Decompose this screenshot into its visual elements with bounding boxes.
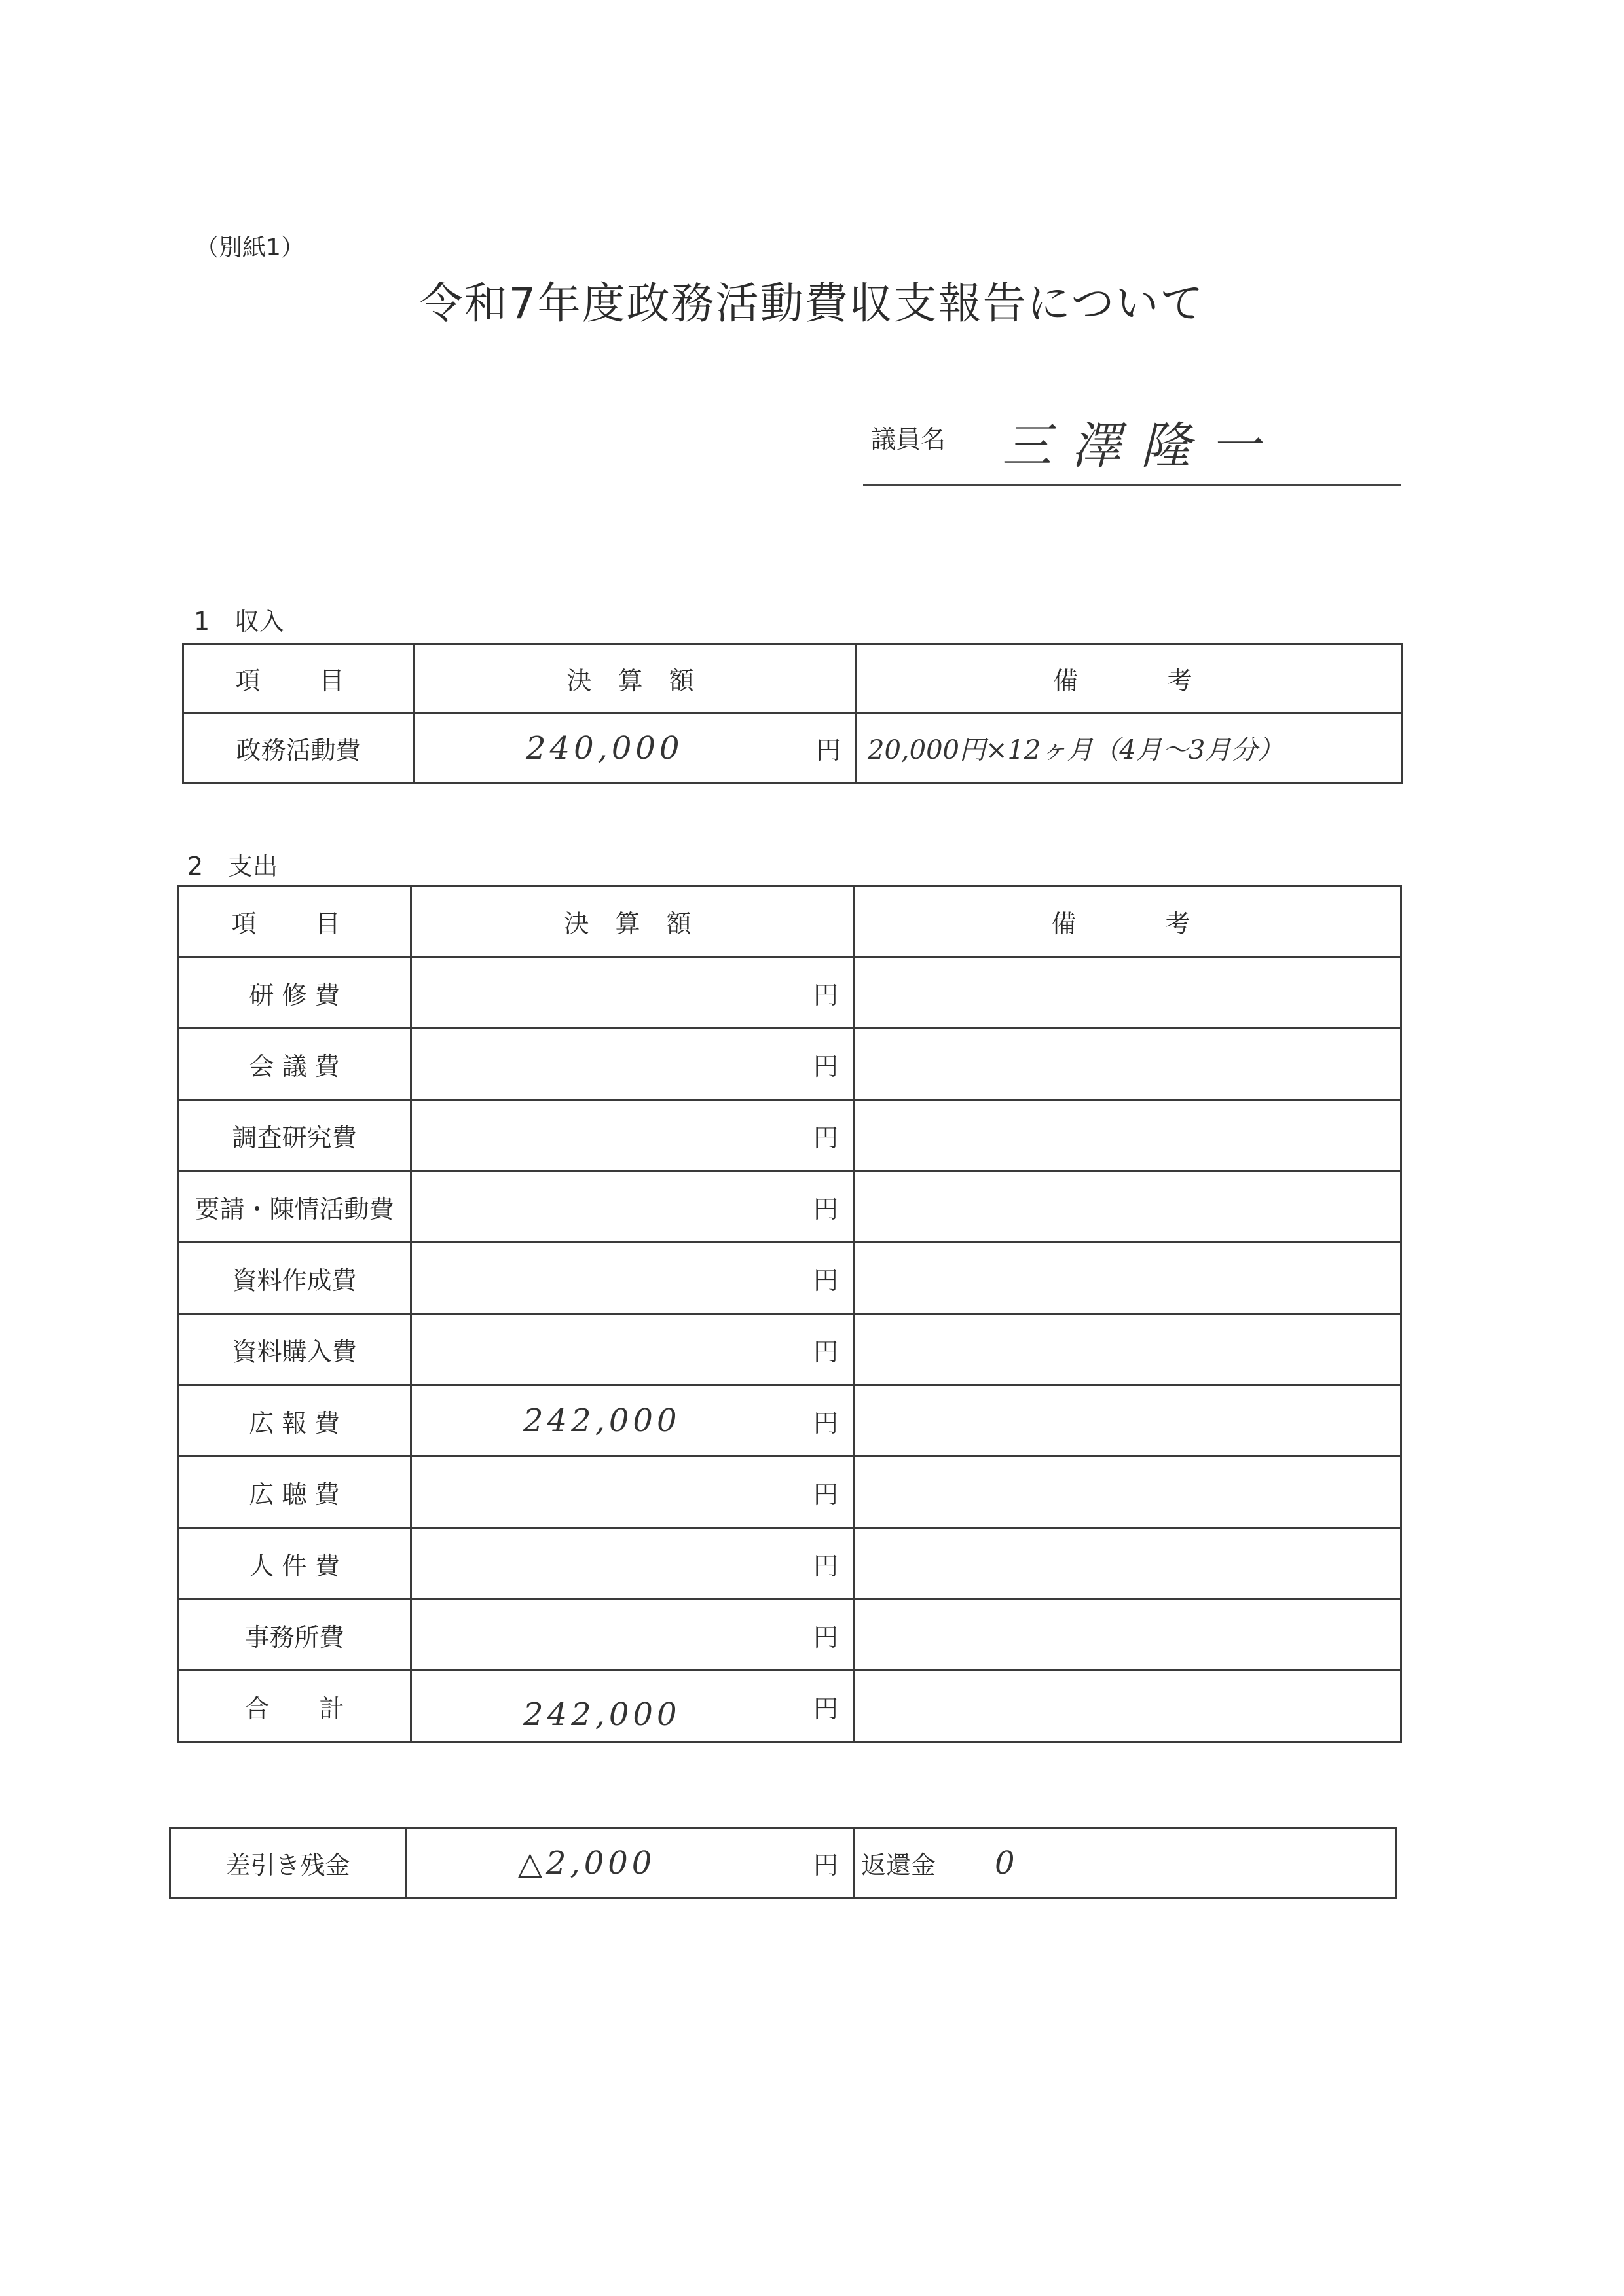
balance-label: 差引き残金 bbox=[170, 1828, 406, 1899]
expenditure-amount-cell bbox=[411, 1243, 854, 1314]
return-label: 返還金 bbox=[861, 1850, 936, 1880]
expenditure-col-note: 備 考 bbox=[854, 886, 1401, 957]
expenditure-amount-unit: 円 bbox=[813, 1337, 838, 1366]
expenditure-amount-unit: 円 bbox=[813, 1194, 838, 1224]
income-col-note: 備 考 bbox=[857, 644, 1403, 714]
expenditure-amount-unit: 円 bbox=[813, 1622, 838, 1652]
expenditure-table bbox=[177, 885, 1402, 1743]
balance-row bbox=[170, 1828, 1396, 1899]
expenditure-amount-cell bbox=[411, 1385, 854, 1457]
expenditure-total-row bbox=[178, 1671, 1401, 1742]
expenditure-row bbox=[178, 1100, 1401, 1171]
expenditure-note bbox=[854, 1385, 1401, 1457]
expenditure-row bbox=[178, 1171, 1401, 1243]
expenditure-header-row bbox=[178, 886, 1401, 957]
expenditure-item: 調査研究費 bbox=[178, 1100, 411, 1171]
member-name-label: 議員名 bbox=[871, 425, 946, 454]
expenditure-total-amount-cell bbox=[411, 1671, 854, 1742]
income-table bbox=[182, 643, 1403, 784]
income-note: 20,000円×12ヶ月（4月～3月分） bbox=[857, 714, 1403, 783]
expenditure-col-item: 項 目 bbox=[178, 886, 411, 957]
income-row bbox=[183, 714, 1403, 783]
balance-amount-unit: 円 bbox=[813, 1851, 838, 1880]
expenditure-item: 会 議 費 bbox=[178, 1029, 411, 1100]
expenditure-amount-unit: 円 bbox=[813, 980, 838, 1010]
income-header-row bbox=[183, 644, 1403, 714]
expenditure-note bbox=[854, 1599, 1401, 1671]
expenditure-amount-cell bbox=[411, 957, 854, 1029]
expenditure-note bbox=[854, 1528, 1401, 1599]
expenditure-amount-unit: 円 bbox=[813, 1408, 838, 1438]
expenditure-amount-cell bbox=[411, 1100, 854, 1171]
expenditure-amount-unit: 円 bbox=[813, 1551, 838, 1580]
expenditure-total-amount: 242,000 bbox=[523, 1696, 681, 1733]
expenditure-row bbox=[178, 957, 1401, 1029]
expenditure-row bbox=[178, 1457, 1401, 1528]
expenditure-item: 資料購入費 bbox=[178, 1314, 411, 1385]
expenditure-note bbox=[854, 1457, 1401, 1528]
expenditure-item: 人 件 費 bbox=[178, 1528, 411, 1599]
expenditure-row bbox=[178, 1314, 1401, 1385]
income-item: 政務活動費 bbox=[183, 714, 414, 783]
income-amount-cell bbox=[414, 714, 857, 783]
expenditure-amount-cell bbox=[411, 1528, 854, 1599]
expenditure-item: 要請・陳情活動費 bbox=[178, 1171, 411, 1243]
income-col-amount: 決 算 額 bbox=[414, 644, 857, 714]
income-section-title: 1 収入 bbox=[194, 607, 285, 636]
income-amount-unit: 円 bbox=[815, 736, 841, 765]
expenditure-item: 資料作成費 bbox=[178, 1243, 411, 1314]
document-title bbox=[0, 268, 1624, 331]
expenditure-row bbox=[178, 1243, 1401, 1314]
expenditure-amount: 242,000 bbox=[523, 1402, 681, 1439]
expenditure-item: 事務所費 bbox=[178, 1599, 411, 1671]
expenditure-note bbox=[854, 1100, 1401, 1171]
expenditure-amount-unit: 円 bbox=[813, 1266, 838, 1295]
expenditure-amount-cell bbox=[411, 1314, 854, 1385]
expenditure-amount-unit: 円 bbox=[813, 1051, 838, 1081]
expenditure-amount-unit: 円 bbox=[813, 1480, 838, 1509]
balance-table bbox=[169, 1827, 1397, 1899]
expenditure-total-note bbox=[854, 1671, 1401, 1742]
expenditure-total-label: 合 計 bbox=[178, 1671, 411, 1742]
expenditure-row bbox=[178, 1528, 1401, 1599]
expenditure-item: 広 報 費 bbox=[178, 1385, 411, 1457]
expenditure-amount-cell bbox=[411, 1029, 854, 1100]
expenditure-note bbox=[854, 1171, 1401, 1243]
expenditure-row bbox=[178, 1029, 1401, 1100]
member-name-handwritten: 三澤隆一 bbox=[1002, 416, 1280, 475]
member-name-underline bbox=[863, 484, 1401, 486]
expenditure-row bbox=[178, 1385, 1401, 1457]
expenditure-note bbox=[854, 1243, 1401, 1314]
expenditure-row bbox=[178, 1599, 1401, 1671]
expenditure-total-unit: 円 bbox=[813, 1694, 838, 1723]
expenditure-note bbox=[854, 1314, 1401, 1385]
return-value: 0 bbox=[995, 1844, 1015, 1882]
expenditure-note bbox=[854, 1029, 1401, 1100]
expenditure-amount-cell bbox=[411, 1171, 854, 1243]
expenditure-note bbox=[854, 957, 1401, 1029]
expenditure-col-amount: 決 算 額 bbox=[411, 886, 854, 957]
expenditure-item: 研 修 費 bbox=[178, 957, 411, 1029]
balance-amount-cell bbox=[406, 1828, 854, 1899]
expenditure-section-title: 2 支出 bbox=[187, 852, 278, 881]
expenditure-item: 広 聴 費 bbox=[178, 1457, 411, 1528]
expenditure-amount-cell bbox=[411, 1457, 854, 1528]
income-col-item: 項 目 bbox=[183, 644, 414, 714]
expenditure-amount-unit: 円 bbox=[813, 1123, 838, 1152]
return-cell bbox=[854, 1828, 1396, 1899]
expenditure-amount-cell bbox=[411, 1599, 854, 1671]
document-title-text: 令和7年度政務活動費収支報告について bbox=[419, 278, 1205, 329]
income-amount: 240,000 bbox=[526, 729, 684, 767]
attachment-label: （別紙1） bbox=[195, 234, 304, 261]
balance-amount: △2,000 bbox=[518, 1844, 656, 1882]
